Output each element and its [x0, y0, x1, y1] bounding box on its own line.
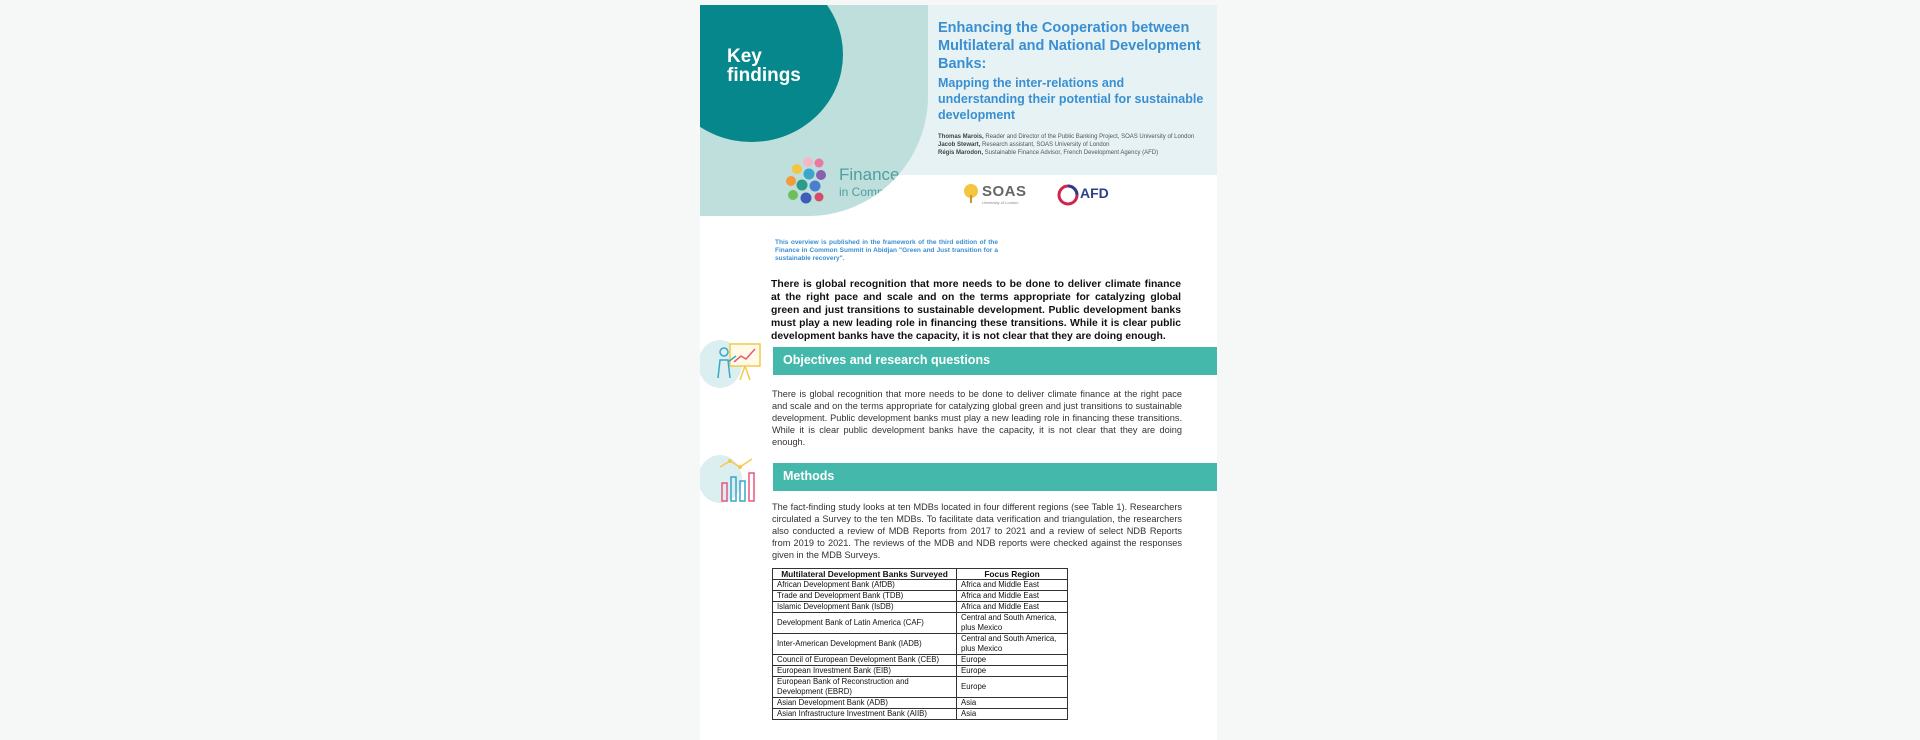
document-subtitle: Mapping the inter-relations and understanding their potential for sustainable development [938, 76, 1204, 122]
header-left-panel [700, 5, 928, 216]
intro-paragraph: There is global recognition that more needs to be done to deliver climate finance at the right pace and scale and on the terms appropriate for catalyzing global green and just transitions to sustainable development. Public development banks must play a new leading role in financing these transitions. While it is clear public development banks have the capacity, it is not clear that they are doing enough. [771, 279, 1181, 342]
document-page [700, 5, 1217, 740]
author-entry: Régis Marodon, Sustainable Finance Advisor, French Development Agency (AFD) [938, 150, 1159, 156]
table-row: Council of European Development Bank (CEB) Europe [773, 655, 1068, 666]
presentation-icon [700, 338, 772, 390]
author-list [938, 133, 1210, 157]
table-header-bank: Multilateral Development Banks Surveyed [773, 569, 957, 580]
objectives-paragraph: There is global recognition that more needs to be done to deliver climate finance at the right pace and scale and on the terms appropriate for catalyzing global green and just transitions to sustainable development. Public development banks must play a new leading role in financing these transitions. While it is clear public development banks have the capacity, it is not clear that they are doing enough. [772, 389, 1182, 447]
table-row: European Bank of Reconstruction and Development (EBRD) Europe [773, 677, 1068, 698]
objectives-section-title: Objectives and research questions [783, 353, 991, 367]
mdb-table [772, 568, 1068, 720]
document-title: Enhancing the Cooperation between Multilateral and National Development Banks: [938, 20, 1201, 72]
author-entry: Jacob Stewart, Research assistant, SOAS University of London [938, 142, 1110, 148]
table-row: Islamic Development Bank (IsDB) Africa and Middle East [773, 602, 1068, 613]
table-row: Asian Infrastructure Investment Bank (AIIB) Asia [773, 709, 1068, 720]
key-findings-title [727, 47, 801, 85]
soas-subtitle: University of London [982, 200, 1019, 205]
afd-wordmark: AFD [1080, 185, 1109, 201]
key-findings-line1: Key [727, 46, 762, 67]
methods-section-header [773, 463, 1217, 491]
table-row: European Investment Bank (EIB) Europe [773, 666, 1068, 677]
soas-tree-icon [962, 183, 980, 203]
objectives-section-header [773, 347, 1217, 375]
soas-logo [962, 183, 1027, 208]
methods-paragraph: The fact-finding study looks at ten MDBs located in four different regions (see Table 1). Researchers circulated a Survey to the ten MDBs. To facilitate data verification and triangulation, the researchers also conducted a review of MDB Reports from 2017 to 2021 and a review of select NDB Reports from 2019 to 2021. The reviews of the MDB and NDB reports were checked against the responses given in the MDB Surveys. [772, 502, 1182, 560]
header-banner [700, 5, 1217, 216]
in-common-text: in Common [839, 185, 901, 199]
table-header-region: Focus Region [957, 569, 1068, 580]
finance-in-common-dots-icon [784, 155, 830, 207]
table-row: Development Bank of Latin America (CAF) Central and South America, plus Mexico [773, 613, 1068, 634]
afd-ring-icon [1056, 183, 1080, 207]
methods-section-title: Methods [783, 469, 835, 483]
table-row: Inter-American Development Bank (IADB) Central and South America, plus Mexico [773, 634, 1068, 655]
key-findings-line2: findings [727, 65, 801, 86]
afd-logo [1056, 183, 1109, 212]
soas-wordmark: SOAS [982, 183, 1027, 200]
publication-note: This overview is published in the framework of the third edition of the Finance in Common Summit in Abidjan "Green and Just transition for a sustainable recovery". [775, 239, 998, 262]
table-header-row [773, 569, 1068, 580]
table-row: Asian Development Bank (ADB) Asia [773, 698, 1068, 709]
table-row: Trade and Development Bank (TDB) Africa and Middle East [773, 591, 1068, 602]
bar-chart-icon [700, 453, 772, 505]
author-entry: Thomas Marois, Reader and Director of the Public Banking Project, SOAS University of London [938, 134, 1195, 140]
table-row: African Development Bank (AfDB) Africa and Middle East [773, 580, 1068, 591]
finance-in-common-text: Finance [839, 165, 900, 184]
